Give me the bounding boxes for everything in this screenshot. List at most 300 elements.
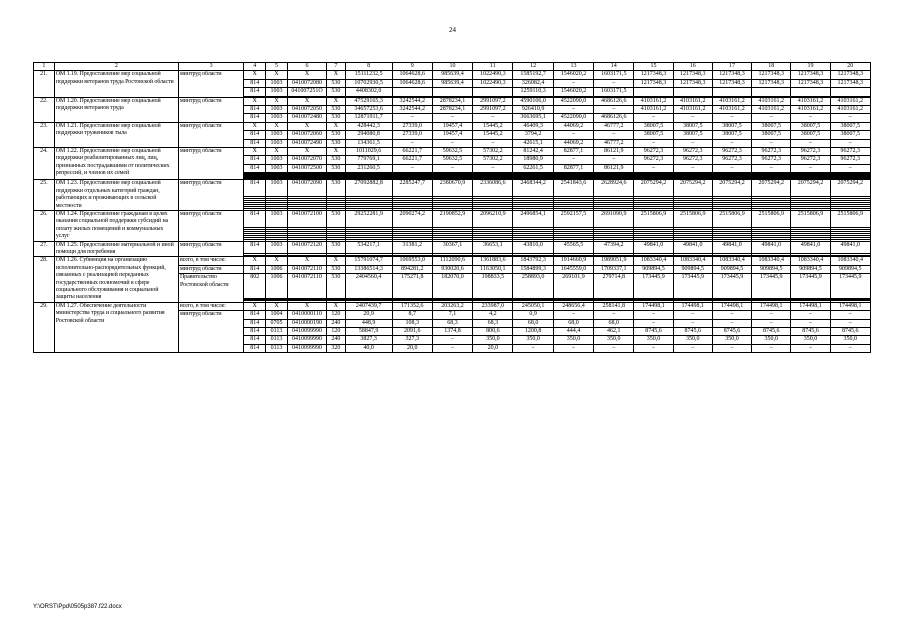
value-cell: – — [553, 131, 593, 139]
value-cell: 1003 — [266, 156, 288, 164]
value-cell: 4,2 — [473, 311, 513, 319]
value-cell: – — [634, 114, 673, 122]
value-cell — [392, 88, 432, 96]
executor: минтруд области — [178, 122, 243, 147]
value-cell: – — [712, 114, 751, 122]
value-cell: – — [791, 164, 830, 172]
value-cell: 4522090,0 — [553, 114, 593, 122]
value-cell: 2991097,2 — [473, 106, 513, 114]
table-row — [34, 180, 871, 197]
value-cell: 1217348,3 — [712, 71, 751, 79]
value-cell: 279714,8 — [594, 274, 634, 298]
value-cell: 1163050,1 — [473, 265, 513, 273]
value-cell: 530 — [327, 180, 346, 197]
value-cell: 0410000190 — [287, 319, 326, 327]
value-cell: X — [266, 122, 288, 130]
executor: минтруд области — [178, 148, 243, 180]
value-cell: 909894,5 — [791, 265, 830, 273]
value-cell: X — [327, 148, 346, 156]
value-cell: 1989051,9 — [594, 257, 634, 265]
value-cell: 2075294,2 — [673, 180, 712, 197]
value-cell: 530 — [327, 106, 346, 114]
value-cell: 0410000110 — [287, 311, 326, 319]
value-cell: 49841,0 — [673, 241, 712, 254]
value-cell: 2496854,1 — [513, 210, 553, 227]
value-cell: – — [752, 164, 791, 172]
value-cell: 3827,3 — [345, 336, 392, 344]
value-cell: X — [266, 97, 288, 105]
header-cell-17: 17 — [712, 63, 751, 71]
value-cell: – — [791, 139, 830, 147]
executor: минтруд области — [178, 241, 243, 257]
value-cell: 1546020,2 — [553, 88, 593, 96]
value-cell: 2336086,6 — [473, 180, 513, 197]
value-cell: 47394,2 — [594, 241, 634, 254]
header-cell-6: 6 — [287, 63, 326, 71]
value-cell: 27339,0 — [392, 122, 432, 130]
event-name: ОМ 1.21. Предоставление мер социальной поддержки тружеников тыла — [54, 122, 178, 147]
value-cell — [432, 88, 472, 96]
value-cell: 8,7 — [392, 311, 432, 319]
row-number: 28. — [34, 257, 55, 302]
table-row — [34, 71, 871, 79]
value-cell: 2515806,9 — [830, 210, 870, 227]
value-cell: 2404560,4 — [345, 274, 392, 298]
value-cell: 38007,5 — [712, 122, 751, 130]
value-cell: 38007,5 — [634, 122, 673, 130]
value-cell: 2407439,7 — [345, 302, 392, 310]
value-cell: X — [244, 97, 266, 105]
value-cell: 173445,9 — [673, 274, 712, 298]
value-cell: – — [432, 139, 472, 147]
value-cell: – — [673, 319, 712, 327]
value-cell: – — [594, 106, 634, 114]
value-cell: – — [712, 344, 751, 352]
value-cell: – — [432, 164, 472, 172]
value-cell: 1022490,3 — [473, 71, 513, 79]
value-cell: 814 — [244, 311, 266, 319]
value-cell: 38007,5 — [830, 122, 870, 130]
value-cell: 96272,3 — [712, 148, 751, 156]
footer-file-path: Y:\ORST\Ppd\0505p387.f22.docx — [33, 604, 122, 610]
value-cell: – — [673, 344, 712, 352]
value-cell: 814 — [244, 344, 266, 352]
value-cell: 240 — [327, 319, 346, 327]
value-cell: 13386514,3 — [345, 265, 392, 273]
value-cell: X — [266, 148, 288, 156]
value-cell: X — [287, 122, 326, 130]
value-cell: 240 — [327, 336, 346, 344]
value-cell: 909894,5 — [830, 265, 870, 273]
value-cell: 49841,0 — [752, 241, 791, 254]
value-cell: 10702930,5 — [345, 79, 392, 87]
value-cell: – — [553, 311, 593, 319]
value-cell: 4103161,2 — [830, 97, 870, 105]
value-cell: 530 — [327, 131, 346, 139]
value-cell: – — [752, 114, 791, 122]
value-cell: 530 — [327, 241, 346, 254]
value-cell — [634, 88, 673, 96]
value-cell: 82877,1 — [553, 148, 593, 156]
event-name: ОМ 1.20. Предоставление мер социальной поддержки ветеранов труда — [54, 97, 178, 122]
value-cell: 49841,0 — [791, 241, 830, 254]
event-name: ОМ 1.26. Субвенция на организацию исполнительно-распорядительных функций, связанных с реализацией переданных государственных полномочий в сфере социального обслуживания и социальной защиты населения — [54, 257, 178, 302]
value-cell: 3242544,2 — [392, 106, 432, 114]
budget-table — [33, 62, 871, 353]
value-cell: 294080,8 — [345, 131, 392, 139]
value-cell: 174498,1 — [752, 302, 791, 310]
value-cell: 1064628,6 — [392, 71, 432, 79]
value-cell: – — [392, 139, 432, 147]
value-cell: 2075294,2 — [830, 180, 870, 197]
value-cell: 1069553,0 — [392, 257, 432, 265]
value-cell: 8745,6 — [634, 328, 673, 336]
value-cell: 38007,5 — [712, 131, 751, 139]
value-cell: – — [594, 79, 634, 87]
value-cell: 1083340,4 — [634, 257, 673, 265]
value-cell: 926410,9 — [513, 106, 553, 114]
value-cell: 428442,3 — [345, 122, 392, 130]
value-cell: 0410072100 — [287, 210, 326, 227]
value-cell: 86121,9 — [594, 164, 634, 172]
value-cell: 27339,0 — [392, 131, 432, 139]
value-cell: 4103161,2 — [673, 106, 712, 114]
executor: минтруд области — [178, 210, 243, 241]
row-number: 21. — [34, 71, 55, 97]
value-cell: – — [634, 319, 673, 327]
value-cell — [752, 88, 791, 96]
value-cell: 2468344,2 — [513, 180, 553, 197]
value-cell: 174498,1 — [673, 302, 712, 310]
value-cell: 0,9 — [513, 311, 553, 319]
value-cell: 1003 — [266, 139, 288, 147]
value-cell: 173445,9 — [712, 274, 751, 298]
value-cell: 38007,5 — [673, 131, 712, 139]
value-cell: – — [634, 164, 673, 172]
value-cell: 1585192,7 — [513, 71, 553, 79]
value-cell: 0113 — [266, 344, 288, 352]
header-cell-11: 11 — [473, 63, 513, 71]
value-cell: 4103161,2 — [712, 97, 751, 105]
table-row — [34, 97, 871, 105]
value-cell: 530 — [327, 88, 346, 96]
value-cell: 462,1 — [594, 328, 634, 336]
value-cell: 1709337,1 — [594, 265, 634, 273]
value-cell: 2878234,1 — [432, 106, 472, 114]
value-cell: 1603171,5 — [594, 71, 634, 79]
value-cell: – — [830, 139, 870, 147]
value-cell — [830, 88, 870, 96]
executor: всего, в том числе: — [178, 302, 243, 310]
value-cell: 4103161,2 — [634, 97, 673, 105]
value-cell: 44069,2 — [553, 122, 593, 130]
header-cell-14: 14 — [594, 63, 634, 71]
value-cell: 814 — [244, 180, 266, 197]
value-cell: 1603171,5 — [594, 88, 634, 96]
value-cell: 4522090,0 — [553, 97, 593, 105]
value-cell: – — [791, 344, 830, 352]
value-cell: 68,3 — [432, 319, 472, 327]
value-cell: 802 — [244, 274, 266, 298]
value-cell: 38007,5 — [752, 131, 791, 139]
header-cell-2: 2 — [54, 63, 178, 71]
value-cell: 120 — [327, 328, 346, 336]
value-cell: 350,0 — [752, 336, 791, 344]
value-cell: 2075294,2 — [752, 180, 791, 197]
row-number: 27. — [34, 241, 55, 257]
value-cell: 58847,9 — [345, 328, 392, 336]
value-cell: 4590106,0 — [513, 97, 553, 105]
value-cell: 46777,2 — [594, 139, 634, 147]
value-cell: 1112090,6 — [432, 257, 472, 265]
value-cell: X — [287, 71, 326, 79]
value-cell: 350,0 — [634, 336, 673, 344]
value-cell — [712, 88, 751, 96]
value-cell: 3242544,2 — [392, 97, 432, 105]
value-cell: 173445,9 — [752, 274, 791, 298]
event-name: ОМ 1.23. Предоставление мер социальной поддержки отдельных категорий граждан, работающих и проживающих в сельской местности — [54, 180, 178, 211]
value-cell: 985639,4 — [432, 71, 472, 79]
value-cell: 96272,3 — [791, 148, 830, 156]
value-cell: 29252281,9 — [345, 210, 392, 227]
value-cell: – — [752, 344, 791, 352]
value-cell: – — [830, 311, 870, 319]
value-cell: – — [673, 164, 712, 172]
value-cell: 448,9 — [345, 319, 392, 327]
header-cell-1: 1 — [34, 63, 55, 71]
value-cell: X — [327, 257, 346, 265]
value-cell — [673, 88, 712, 96]
value-cell: 350,0 — [473, 336, 513, 344]
value-cell: 1003 — [266, 88, 288, 96]
value-cell: 18980,9 — [513, 156, 553, 164]
value-cell: 1914660,9 — [553, 257, 593, 265]
value-cell: 779769,1 — [345, 156, 392, 164]
value-cell: – — [594, 156, 634, 164]
value-cell: 4103161,2 — [752, 97, 791, 105]
value-cell: 350,0 — [791, 336, 830, 344]
value-cell: 4686126,6 — [594, 97, 634, 105]
row-number: 29. — [34, 302, 55, 352]
value-cell: 1217348,3 — [712, 79, 751, 87]
value-cell: 15111232,5 — [345, 71, 392, 79]
value-cell: 1843792,3 — [513, 257, 553, 265]
value-cell: 0410072050 — [287, 106, 326, 114]
row-number: 25. — [34, 180, 55, 211]
value-cell: 40,0 — [345, 344, 392, 352]
value-cell: – — [673, 311, 712, 319]
value-cell: 174498,1 — [830, 302, 870, 310]
value-cell: 1003 — [266, 106, 288, 114]
value-cell — [473, 88, 513, 96]
value-cell: 49841,0 — [634, 241, 673, 254]
value-cell: 8745,6 — [830, 328, 870, 336]
value-cell: 320 — [327, 344, 346, 352]
executor: минтруд области — [178, 265, 243, 273]
value-cell: 68,3 — [473, 319, 513, 327]
value-cell: 530 — [327, 79, 346, 87]
header-cell-4: 4 — [244, 63, 266, 71]
value-cell: 38007,5 — [673, 122, 712, 130]
value-cell: 1217348,3 — [752, 79, 791, 87]
value-cell: 909894,5 — [712, 265, 751, 273]
value-cell: 1003 — [266, 164, 288, 172]
value-cell: 45565,5 — [553, 241, 593, 254]
value-cell: 1022490,3 — [473, 79, 513, 87]
executor: минтруд области — [178, 97, 243, 122]
header-cell-20: 20 — [830, 63, 870, 71]
value-cell: 0410072090 — [287, 180, 326, 197]
value-cell: 68,0 — [513, 319, 553, 327]
value-cell: 19457,4 — [432, 122, 472, 130]
value-cell: – — [634, 311, 673, 319]
value-cell: 96272,3 — [634, 156, 673, 164]
value-cell: 2541843,6 — [553, 180, 593, 197]
table-row — [34, 210, 871, 227]
value-cell: 8745,6 — [752, 328, 791, 336]
value-cell: 173445,9 — [791, 274, 830, 298]
value-cell: 173445,9 — [634, 274, 673, 298]
value-cell: 62261,5 — [513, 164, 553, 172]
value-cell: 233987,0 — [473, 302, 513, 310]
value-cell: 1006 — [266, 265, 288, 273]
value-cell: 43810,0 — [513, 241, 553, 254]
value-cell: X — [244, 302, 266, 310]
value-cell: 59632,5 — [432, 148, 472, 156]
value-cell: 3663695,1 — [513, 114, 553, 122]
value-cell: 1217348,3 — [673, 71, 712, 79]
value-cell: 800,6 — [473, 328, 513, 336]
value-cell: 96272,3 — [752, 148, 791, 156]
value-cell: 258893,0 — [513, 274, 553, 298]
value-cell: 2878234,1 — [432, 97, 472, 105]
value-cell: 0705 — [266, 319, 288, 327]
value-cell: 0113 — [266, 336, 288, 344]
value-cell: X — [266, 71, 288, 79]
value-cell: 1584899,3 — [513, 265, 553, 273]
value-cell: 814 — [244, 114, 266, 122]
header-cell-13: 13 — [553, 63, 593, 71]
value-cell: – — [673, 114, 712, 122]
value-cell: 1003 — [266, 79, 288, 87]
event-name: ОМ 1.27. Обеспечение деятельности министерства труда и социального развития Ростовской области — [54, 302, 178, 352]
value-cell: – — [594, 311, 634, 319]
value-cell: 0410072080 — [287, 79, 326, 87]
value-cell: – — [392, 114, 432, 122]
value-cell: 7,1 — [432, 311, 472, 319]
value-cell: – — [830, 319, 870, 327]
value-cell: 49841,0 — [830, 241, 870, 254]
value-cell: 814 — [244, 210, 266, 227]
value-cell: 27092882,8 — [345, 180, 392, 197]
value-cell: 173445,9 — [830, 274, 870, 298]
value-cell: 2691090,9 — [594, 210, 634, 227]
executor: минтруд области — [178, 180, 243, 211]
table-row — [34, 241, 871, 254]
value-cell: 182070,0 — [432, 274, 472, 298]
table-row — [34, 257, 871, 265]
value-cell: 530 — [327, 114, 346, 122]
value-cell: 2515806,9 — [634, 210, 673, 227]
header-cell-8: 8 — [345, 63, 392, 71]
value-cell: 350,0 — [712, 336, 751, 344]
value-cell: 4103161,2 — [830, 106, 870, 114]
event-name: ОМ 1.19. Предоставление мер социальной поддержки ветеранов труда Ростовской области — [54, 71, 178, 97]
value-cell: X — [327, 122, 346, 130]
value-cell: – — [473, 164, 513, 172]
value-cell: 15791074,7 — [345, 257, 392, 265]
value-cell: 96272,3 — [791, 156, 830, 164]
value-cell: 909894,5 — [752, 265, 791, 273]
value-cell: – — [712, 164, 751, 172]
value-cell: 4103161,2 — [673, 97, 712, 105]
value-cell: 814 — [244, 319, 266, 327]
value-cell: – — [553, 79, 593, 87]
value-cell: 1083340,4 — [752, 257, 791, 265]
value-cell: 814 — [244, 139, 266, 147]
header-cell-3: 3 — [178, 63, 243, 71]
value-cell: 2075294,2 — [791, 180, 830, 197]
header-cell-16: 16 — [673, 63, 712, 71]
value-cell: 1546020,2 — [553, 71, 593, 79]
value-cell: X — [287, 148, 326, 156]
value-cell: 041007251О — [287, 88, 326, 96]
header-row — [34, 63, 871, 71]
value-cell: 2592157,5 — [553, 210, 593, 227]
value-cell: 47529165,3 — [345, 97, 392, 105]
value-cell: 1083340,4 — [830, 257, 870, 265]
value-cell: 814 — [244, 164, 266, 172]
value-cell: 57302,2 — [473, 156, 513, 164]
value-cell: – — [712, 311, 751, 319]
value-cell: 1003 — [266, 114, 288, 122]
value-cell: 231260,5 — [345, 164, 392, 172]
value-cell: 530 — [327, 265, 346, 273]
value-cell: 203263,2 — [432, 302, 472, 310]
table-row — [34, 122, 871, 130]
value-cell: 1003 — [266, 131, 288, 139]
value-cell: X — [244, 257, 266, 265]
value-cell: 30367,1 — [432, 241, 472, 254]
value-cell: 1217348,3 — [752, 71, 791, 79]
value-cell: 42615,1 — [513, 139, 553, 147]
value-cell: 814 — [244, 79, 266, 87]
value-cell: 1259110,3 — [513, 88, 553, 96]
value-cell: 0410072070 — [287, 156, 326, 164]
value-cell: 1083340,4 — [712, 257, 751, 265]
value-cell: 2090274,2 — [392, 210, 432, 227]
value-cell: 530 — [327, 164, 346, 172]
value-cell: – — [473, 139, 513, 147]
value-cell — [791, 88, 830, 96]
value-cell: 46777,2 — [594, 122, 634, 130]
value-cell: 198833,5 — [473, 274, 513, 298]
value-cell: 1003 — [266, 241, 288, 254]
value-cell: – — [673, 139, 712, 147]
value-cell: 0410072120 — [287, 241, 326, 254]
value-cell: 4686126,6 — [594, 114, 634, 122]
value-cell: 1083340,4 — [791, 257, 830, 265]
value-cell: – — [392, 164, 432, 172]
value-cell: X — [327, 302, 346, 310]
value-cell: 2515806,9 — [752, 210, 791, 227]
value-cell: X — [287, 97, 326, 105]
event-name: ОМ 1.22. Предоставление мер социальной поддержки реабилитированных лиц, лиц, признанных пострадавшими от политических репрессий, и членов их семей — [54, 148, 178, 180]
value-cell: 1217348,3 — [791, 79, 830, 87]
value-cell: 38007,5 — [830, 131, 870, 139]
value-cell: 171352,6 — [392, 302, 432, 310]
value-cell: 66221,7 — [392, 148, 432, 156]
